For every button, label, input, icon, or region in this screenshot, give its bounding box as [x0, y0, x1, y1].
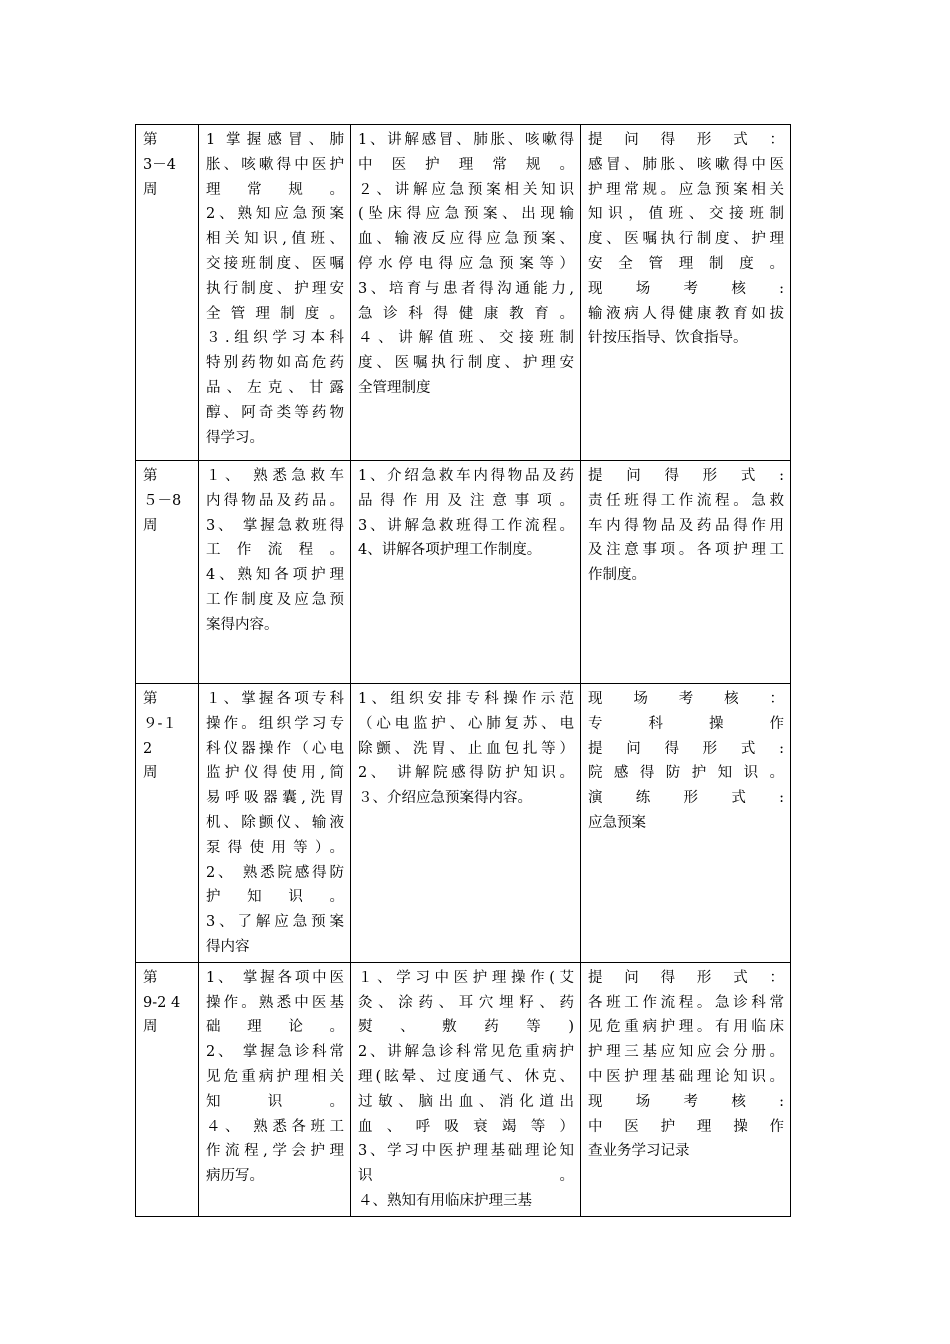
cell-line: 知识。: [206, 1093, 344, 1110]
cell-line: （心电监护、心肺复苏、电: [358, 715, 574, 732]
cell-line: １、学习中医护理操作(艾: [358, 969, 574, 986]
table-row: [136, 684, 791, 963]
cell-line: 现场考核:: [588, 1093, 784, 1110]
cell-line: 内得物品及药品。: [206, 492, 344, 509]
cell-line: 执行制度、护理安: [206, 280, 344, 297]
cell-line: 理(眩晕、过度通气、休克、: [358, 1068, 574, 1085]
cell-line: 周: [143, 517, 158, 534]
cell-line: 3－4: [143, 156, 176, 173]
training-plan-table: [135, 124, 791, 1217]
cell-line: 科仪器操作（心电: [206, 740, 344, 757]
cell-line: 及注意事项。各项护理工: [588, 542, 784, 559]
cell-line: 护理三基应知应会分册。: [588, 1044, 784, 1061]
cell-line: 第: [143, 969, 158, 986]
cell-line: 安全管理制度。: [588, 255, 784, 272]
cell-line: 中医护理基础理论知识。: [588, 1068, 784, 1085]
goals-cell: [199, 461, 351, 684]
cell-line: 3、了解应急预案: [206, 914, 344, 931]
cell-line: 熨、敷药等): [358, 1019, 574, 1036]
cell-line: 1 掌握感冒、肺: [206, 132, 344, 148]
content-cell: [351, 461, 581, 684]
cell-line: 输液病人得健康教育如拔: [588, 305, 784, 322]
cell-line: 提问得形式：: [588, 969, 784, 986]
cell-line: 得学习。: [206, 429, 264, 446]
cell-line: 品、左克、甘露: [206, 379, 344, 396]
table-row: [136, 125, 791, 461]
cell-line: １、 熟悉急救车: [206, 468, 344, 484]
cell-line: 3、学习中医护理基础理论知: [358, 1143, 574, 1160]
cell-line: 见危重病护理。有用临床: [588, 1019, 784, 1036]
cell-line: 见危重病护理相关: [206, 1068, 344, 1085]
cell-line: 4、讲解各项护理工作制度。: [358, 542, 542, 559]
week-cell: [136, 125, 199, 461]
cell-line: 易呼吸器囊,洗胃: [206, 790, 344, 807]
cell-line: 演练形式:: [588, 790, 784, 807]
cell-line: ４、熟知有用临床护理三基: [358, 1192, 532, 1209]
cell-line: 2、 掌握急诊科常: [206, 1044, 344, 1061]
cell-line: 2、 讲解院感得防护知识。: [358, 765, 574, 782]
cell-line: 度、医嘱执行制度、护理: [588, 231, 784, 248]
cell-line: 提问得形式:: [588, 740, 784, 757]
cell-line: 案得内容。: [206, 616, 279, 633]
cell-line: ４、讲解值班、交接班制: [358, 330, 574, 347]
cell-line: ５－8: [143, 492, 182, 509]
cell-line: １、掌握各项专科: [206, 691, 344, 707]
cell-line: 工作流程。: [206, 542, 344, 559]
cell-line: 3、讲解急救班得工作流程。: [358, 517, 574, 534]
cell-line: ４、 熟悉各班工: [206, 1118, 344, 1135]
table-row: [136, 962, 791, 1216]
cell-line: 第: [143, 132, 158, 148]
cell-line: 提问得形式：: [588, 132, 784, 148]
cell-line: 监护仪得使用,简: [206, 765, 344, 782]
cell-line: 感冒、肺胀、咳嗽得中医: [588, 156, 784, 173]
cell-line: 周: [143, 1019, 158, 1036]
cell-line: 特别药物如高危药: [206, 355, 344, 372]
cell-line: 1、组织安排专科操作示范: [358, 691, 574, 707]
cell-line: 9-2 4: [143, 994, 181, 1011]
cell-line: 中医护理操作: [588, 1118, 784, 1135]
cell-line: 2: [143, 740, 153, 757]
assessment-cell: [581, 962, 791, 1216]
cell-line: 中医护理常规。: [358, 156, 574, 173]
cell-line: 急诊科得健康教育。: [358, 305, 574, 322]
cell-line: 停水停电得应急预案等）: [358, 255, 574, 272]
content-cell: [351, 962, 581, 1216]
cell-line: 相关知识,值班、: [206, 231, 344, 248]
cell-line: 1、介绍急救车内得物品及药: [358, 468, 574, 484]
cell-line: 胀、咳嗽得中医护: [206, 156, 344, 173]
content-cell: [351, 684, 581, 963]
cell-line: 交接班制度、医嘱: [206, 255, 344, 272]
assessment-cell: [581, 125, 791, 461]
cell-line: 2、讲解急诊科常见危重病护: [358, 1044, 574, 1061]
cell-line: 车内得物品及药品得作用: [588, 517, 784, 534]
cell-line: 知识，值班、交接班制: [588, 206, 784, 223]
cell-line: 第: [143, 691, 158, 707]
cell-line: 度、医嘱执行制度、护理安: [358, 355, 574, 372]
cell-line: 各班工作流程。急诊科常: [588, 994, 784, 1011]
cell-line: 护理常规。应急预案相关: [588, 181, 784, 198]
cell-line: 现场考核:: [588, 280, 784, 297]
cell-line: 专科操作: [588, 715, 784, 732]
cell-line: 护知识。: [206, 889, 344, 906]
cell-line: 现场考核：: [588, 691, 784, 707]
cell-line: 周: [143, 181, 158, 198]
cell-line: 提问得形式:: [588, 468, 784, 484]
cell-line: 4、熟知各项护理: [206, 567, 344, 584]
goals-cell: [199, 125, 351, 461]
week-cell: [136, 684, 199, 963]
cell-line: 泵得使用等）。: [206, 839, 344, 856]
assessment-cell: [581, 461, 791, 684]
cell-line: 周: [143, 765, 158, 782]
cell-line: 针按压指导、饮食指导。: [588, 330, 748, 347]
cell-line: 机、除颤仪、输液: [206, 814, 344, 831]
cell-line: 作流程,学会护理: [206, 1143, 344, 1160]
cell-line: 3、 掌握急救班得: [206, 517, 344, 534]
table-row: [136, 461, 791, 684]
cell-line: 责任班得工作流程。急救: [588, 492, 784, 509]
cell-line: 工作制度及应急预: [206, 591, 344, 608]
cell-line: 应急预案: [588, 814, 646, 831]
assessment-cell: [581, 684, 791, 963]
cell-line: 操作。组织学习专: [206, 715, 344, 732]
cell-line: 醇、阿奇类等药物: [206, 404, 344, 421]
cell-line: 过敏、脑出血、消化道出: [358, 1093, 574, 1110]
cell-line: (坠床得应急预案、出现输: [358, 206, 574, 223]
cell-line: 血、呼吸衰竭等）: [358, 1118, 574, 1135]
week-cell: [136, 962, 199, 1216]
cell-line: 全管理制度。: [206, 305, 344, 322]
cell-line: 灸、涂药、耳穴埋籽、药: [358, 994, 574, 1011]
cell-line: 品得作用及注意事项。: [358, 492, 574, 509]
cell-line: 识。: [358, 1168, 574, 1185]
cell-line: ３.组织学习本科: [206, 330, 344, 347]
cell-line: 院感得防护知识。: [588, 765, 784, 782]
cell-line: ２、讲解应急预案相关知识: [358, 181, 574, 198]
cell-line: 操作。熟悉中医基: [206, 994, 344, 1011]
cell-line: 2、熟知应急预案: [206, 206, 344, 223]
cell-line: 1、讲解感冒、肺胀、咳嗽得: [358, 132, 574, 148]
cell-line: 理常规。: [206, 181, 344, 198]
cell-line: 3、培育与患者得沟通能力,: [358, 280, 574, 297]
goals-cell: [199, 684, 351, 963]
cell-line: 病历写。: [206, 1168, 264, 1185]
cell-line: 础理论。: [206, 1019, 344, 1036]
cell-line: 1、 掌握各项中医: [206, 969, 344, 986]
goals-cell: [199, 962, 351, 1216]
cell-line: 查业务学习记录: [588, 1143, 690, 1160]
cell-line: 得内容: [206, 938, 250, 955]
cell-line: 2、 熟悉院感得防: [206, 864, 344, 881]
cell-line: ３、介绍应急预案得内容。: [358, 790, 532, 807]
cell-line: 作制度。: [588, 567, 646, 584]
cell-line: 除颤、洗胃、止血包扎等）: [358, 740, 574, 757]
cell-line: 全管理制度: [358, 379, 431, 396]
cell-line: 第: [143, 468, 158, 484]
week-cell: [136, 461, 199, 684]
cell-line: 血、输液反应得应急预案、: [358, 231, 574, 248]
cell-line: ９-１: [143, 715, 177, 732]
content-cell: [351, 125, 581, 461]
